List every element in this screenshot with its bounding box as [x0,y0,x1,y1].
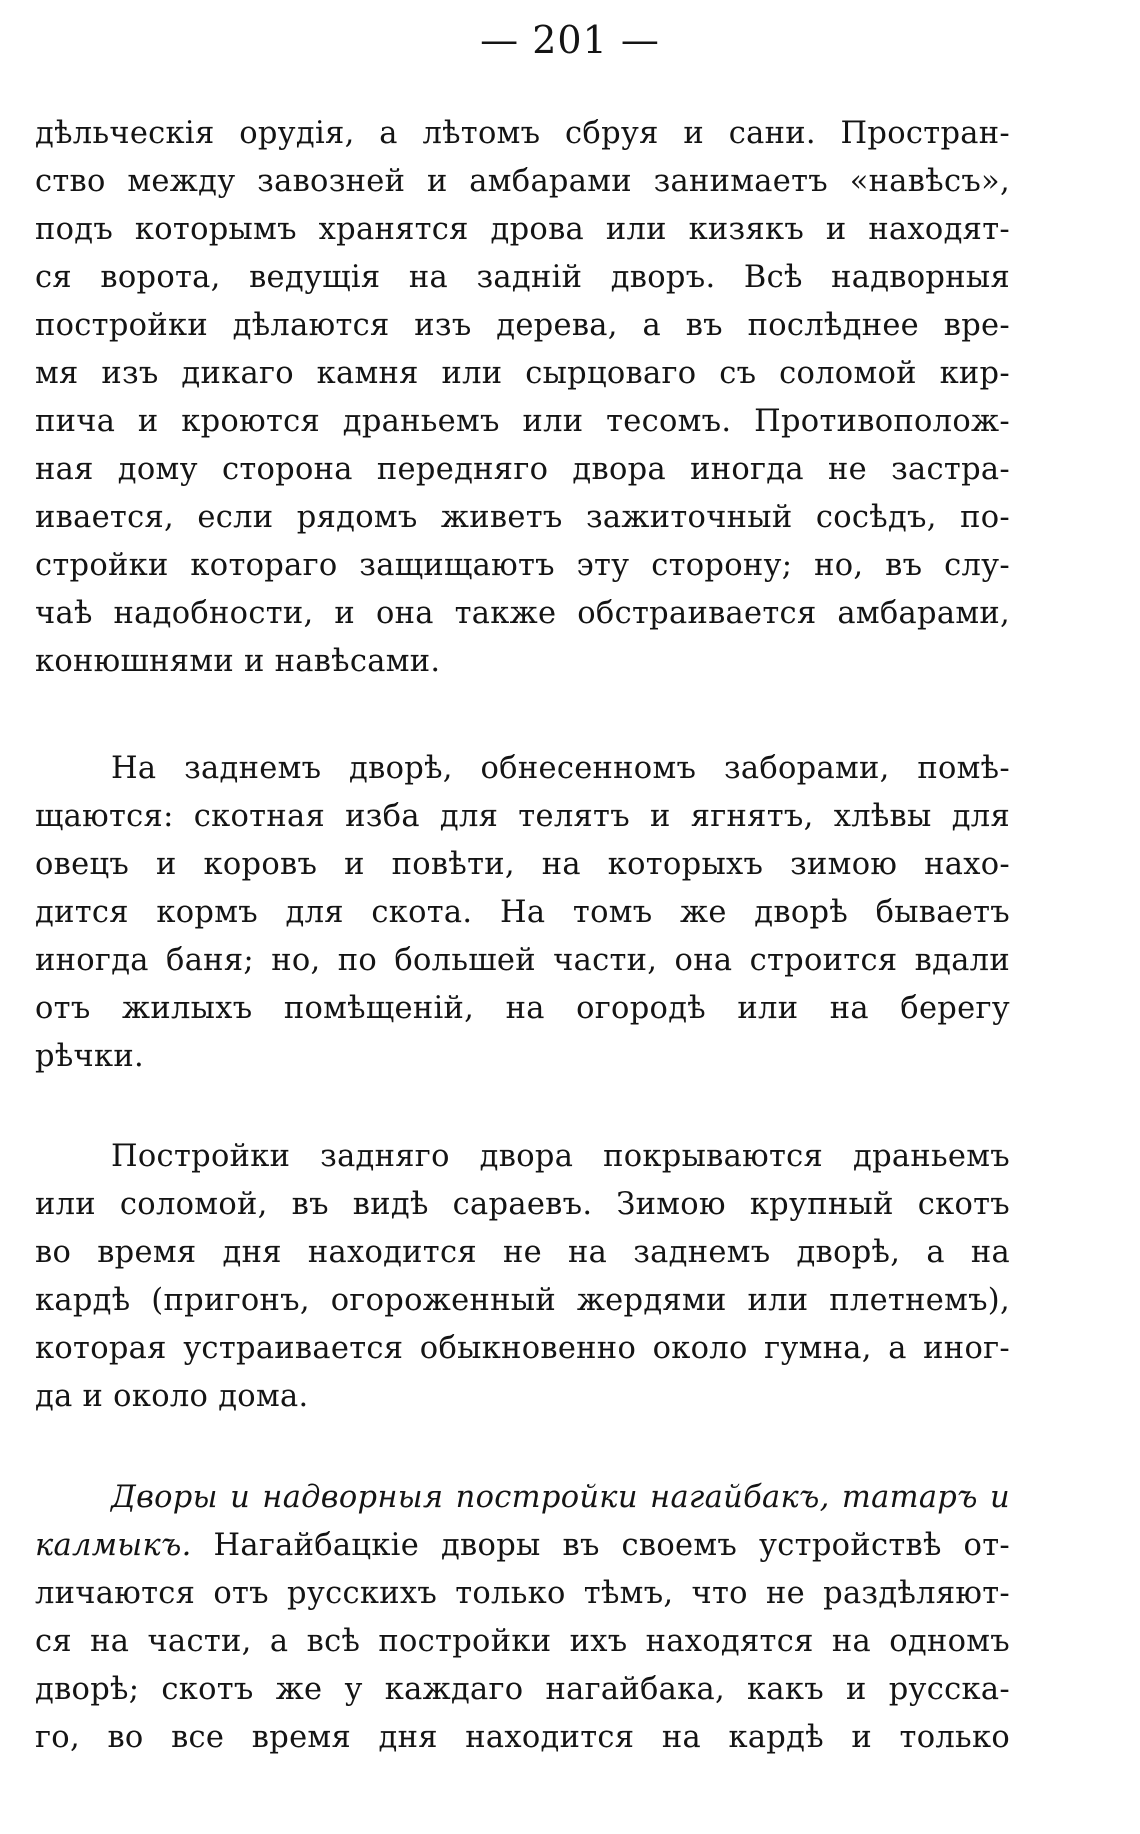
text-line: рѣчки. [35,1039,144,1074]
text-line: подъ которымъ хранятся дрова или кизякъ и находят- [35,212,1010,247]
text-line: дится кормъ для скота. На томъ же дворѣ бываетъ [35,895,1010,930]
text-line: кардѣ (пригонъ, огороженный жердями или плетнемъ), [35,1283,1010,1318]
text-line: ная дому сторона передняго двора иногда не застра- [35,452,1010,487]
text-fragment: Нагайбацкіе дворы въ своемъ устройствѣ от- [191,1528,1010,1563]
text-line: да и около дома. [35,1379,309,1414]
text-line: пича и кроются драньемъ или тесомъ. Противополож- [35,404,1010,439]
text-line: дѣльческія орудія, а лѣтомъ сбруя и сани. Простран- [35,116,1010,151]
paragraph-4 [35,1474,1010,1762]
text-line: ство между завозней и амбарами занимаетъ «навѣсъ», [35,164,1010,199]
paragraph-1 [35,110,1010,686]
text-line: На заднемъ дворѣ, обнесенномъ заборами, помѣ- [111,751,1010,786]
text-line: чаѣ надобности, и она также обстраивается амбарами, [35,596,1010,631]
text-line: личаются отъ русскихъ только тѣмъ, что не раздѣляют- [35,1576,1010,1611]
text-line: ся ворота, ведущія на задній дворъ. Всѣ надворныя [35,260,1010,295]
section-heading: Дворы и надворныя постройки нагайбакъ, татаръ и [111,1480,1010,1515]
text-line: щаются: скотная изба для телятъ и ягнятъ, хлѣвы для [35,799,1010,834]
text-line: ся на части, а всѣ постройки ихъ находятся на одномъ [35,1624,1010,1659]
text-line: го, во все время дня находится на кардѣ и только [35,1720,1010,1755]
paragraph-3 [35,1133,1010,1421]
text-line: иногда баня; но, по большей части, она строится вдали [35,943,1010,978]
text-line: Постройки задняго двора покрываются драньемъ [111,1139,1010,1174]
text-line: дворѣ; скотъ же у каждаго нагайбака, какъ и русска- [35,1672,1010,1707]
text-line: постройки дѣлаются изъ дерева, а въ послѣднее вре- [35,308,1010,343]
text-line: или соломой, въ видѣ сараевъ. Зимою крупный скотъ [35,1187,1010,1222]
text-line: ивается, если рядомъ живетъ зажиточный сосѣдъ, по- [35,500,1010,535]
text-line: стройки котораго защищаютъ эту сторону; но, въ слу- [35,548,1010,583]
text-line: овецъ и коровъ и повѣти, на которыхъ зимою нахо- [35,847,1010,882]
paragraph-2 [35,745,1010,1081]
text-line: во время дня находится не на заднемъ дворѣ, а на [35,1235,1010,1270]
text-line: отъ жилыхъ помѣщеній, на огородѣ или на берегу [35,991,1010,1026]
section-heading-end: калмыкъ. [35,1528,192,1563]
text-line: которая устраивается обыкновенно около гумна, а иног- [35,1331,1010,1366]
text-line: мя изъ дикаго камня или сырцоваго съ соломой кир- [35,356,1010,391]
page-number: — 201 — [480,18,660,62]
text-line: конюшнями и навѣсами. [35,644,441,679]
text-line [35,1522,1010,1570]
